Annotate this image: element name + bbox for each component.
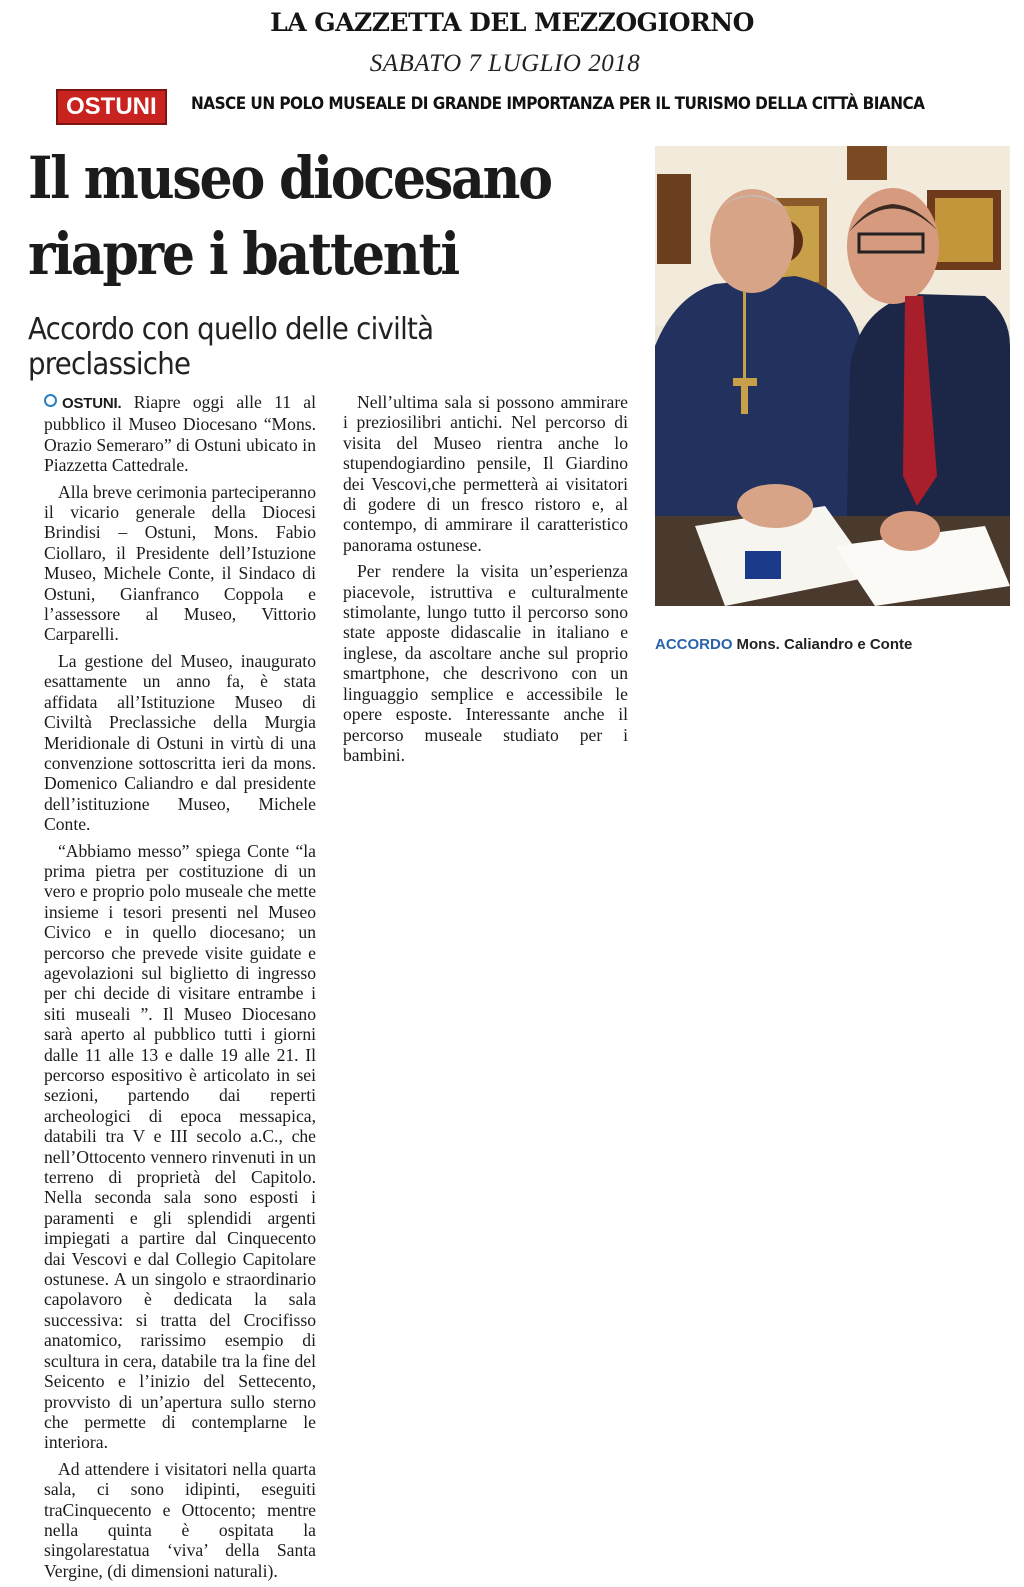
headline-line-1: Il museo diocesano [28, 144, 551, 212]
article-column-2 [343, 392, 628, 771]
headline [28, 140, 586, 292]
person-left-head [710, 189, 794, 293]
publication-date: SABATO 7 LUGLIO 2018 [369, 50, 641, 77]
body-paragraph-1 [44, 392, 316, 476]
article-dateline: OSTUNI. [62, 395, 122, 412]
body-paragraph-6: Nell’ultima sala si possono ammirare i preziosilibri antichi. Nel percorso di visita del Museo rientra anche lo stupendogiardino pensile, Il Giardino dei Vescovi,che permetterà ai visitatori di godere di un fresco ristoro e, al contempo, di ammirare il caratteristico panorama ostunese. [343, 392, 628, 555]
cross-frame [847, 146, 887, 180]
body-paragraph-5: Ad attendere i visitatori nella quarta sala, ci sono idipinti, eseguiti traCinquecento e Ottocento; mentre nella quinta è ospitata la singolarestatua ‘viva’ della Santa Vergine, (di dimensioni naturali). [44, 1458, 316, 1581]
photo-illustration [655, 146, 1010, 606]
photo-caption-text: Mons. Caliandro e Conte [736, 636, 913, 653]
body-paragraph-2: Alla breve cerimonia parteciperanno il vicario generale della Diocesi Brindisi – Ostuni, Mons. Fabio Ciollaro, il Presidente dell’Istuzione Museo, Michele Conte, il Sindaco di Ostuni, Gianfranco Coppola e l’assessore al Museo, Vittorio Carparelli. [44, 481, 316, 645]
section-tag: OSTUNI [56, 89, 167, 125]
photo-caption-lead: ACCORDO [655, 636, 733, 653]
newspaper-masthead: LA GAZZETTA DEL MEZZOGIORNO [270, 8, 754, 37]
subheadline: Accordo con quello delle civiltà preclassiche [28, 312, 434, 382]
wall-icon-painting [657, 174, 691, 264]
body-paragraph-7: Per rendere la visita un’esperienza piacevole, istruttiva e culturalmente stimolante, lungo tutto il percorso sono state apposte didascalie in italiano e inglese, da ascoltare anche sul proprio smartphone, che descrivono con un linguaggio semplice e accessibile le opere esposte. Interessante anche il percorso museale studiato per i bambini. [343, 561, 628, 765]
article-column-1 [44, 392, 316, 1587]
photo-caption [655, 636, 912, 653]
body-paragraph-3: La gestione del Museo, inaugurato esattamente un anno fa, è stata affidata all’Istituzione Museo di Civiltà Preclassiche della Murgia Meridionale di Ostuni in virtù di una convenzione sottoscritta ieri da mons. Domenico Caliandro e dal presidente dell’istituzione Museo, Michele Conte. [44, 650, 316, 835]
body-paragraph-1-text: Riapre oggi alle 11 al pubblico il Museo Diocesano “Mons. Orazio Semeraro” di Ostuni ubicato in Piazzetta Cattedrale. [44, 392, 316, 476]
body-paragraph-4: “Abbiamo messo” spiega Conte “la prima pietra per costituzione di un vero e proprio polo museale che mette insieme i tesori presenti nel Museo Civico e in quello diocesano; un percorso che prevede visite guidate e agevolazioni sul biglietto di ingresso per chi decide di visitare entrambe i siti museali ”. Il Museo Diocesano sarà aperto al pubblico tutti i giorni dalle 11 alle 13 e dalle 19 alle 21. Il percorso espositivo è articolato in sei sezioni, partendo dai reperti archeologici di epoca messapica, databili tra V e III secolo a.C., che nell’Ottocento vennero rinvenuti in un terreno di proprietà del Capitolo. Nella seconda sala sono esposti i paramenti e gli splendidi argenti impiegati a partire dal Cinquecento dai Vescovi e dal Collegio Capitolare ostunese. A un singolo e straordinario capolavoro è dedicata la sala successiva: si tratta del Crocifisso anatomico, rarissimo esempio di scultura in cera, databile tra la fine del Seicento e l’inizio del Settecento, provvisto di un’apertura sullo sterno che permette di contemplarne le interiora. [44, 840, 316, 1453]
headline-line-2: riapre i battenti [28, 220, 458, 288]
article-photo [655, 146, 1010, 606]
kicker-row [56, 88, 956, 124]
kicker-line: NASCE UN POLO MUSEALE DI GRANDE IMPORTANZA PER IL TURISMO DELLA CITTÀ BIANCA [191, 94, 925, 114]
bullet-icon [44, 394, 57, 407]
